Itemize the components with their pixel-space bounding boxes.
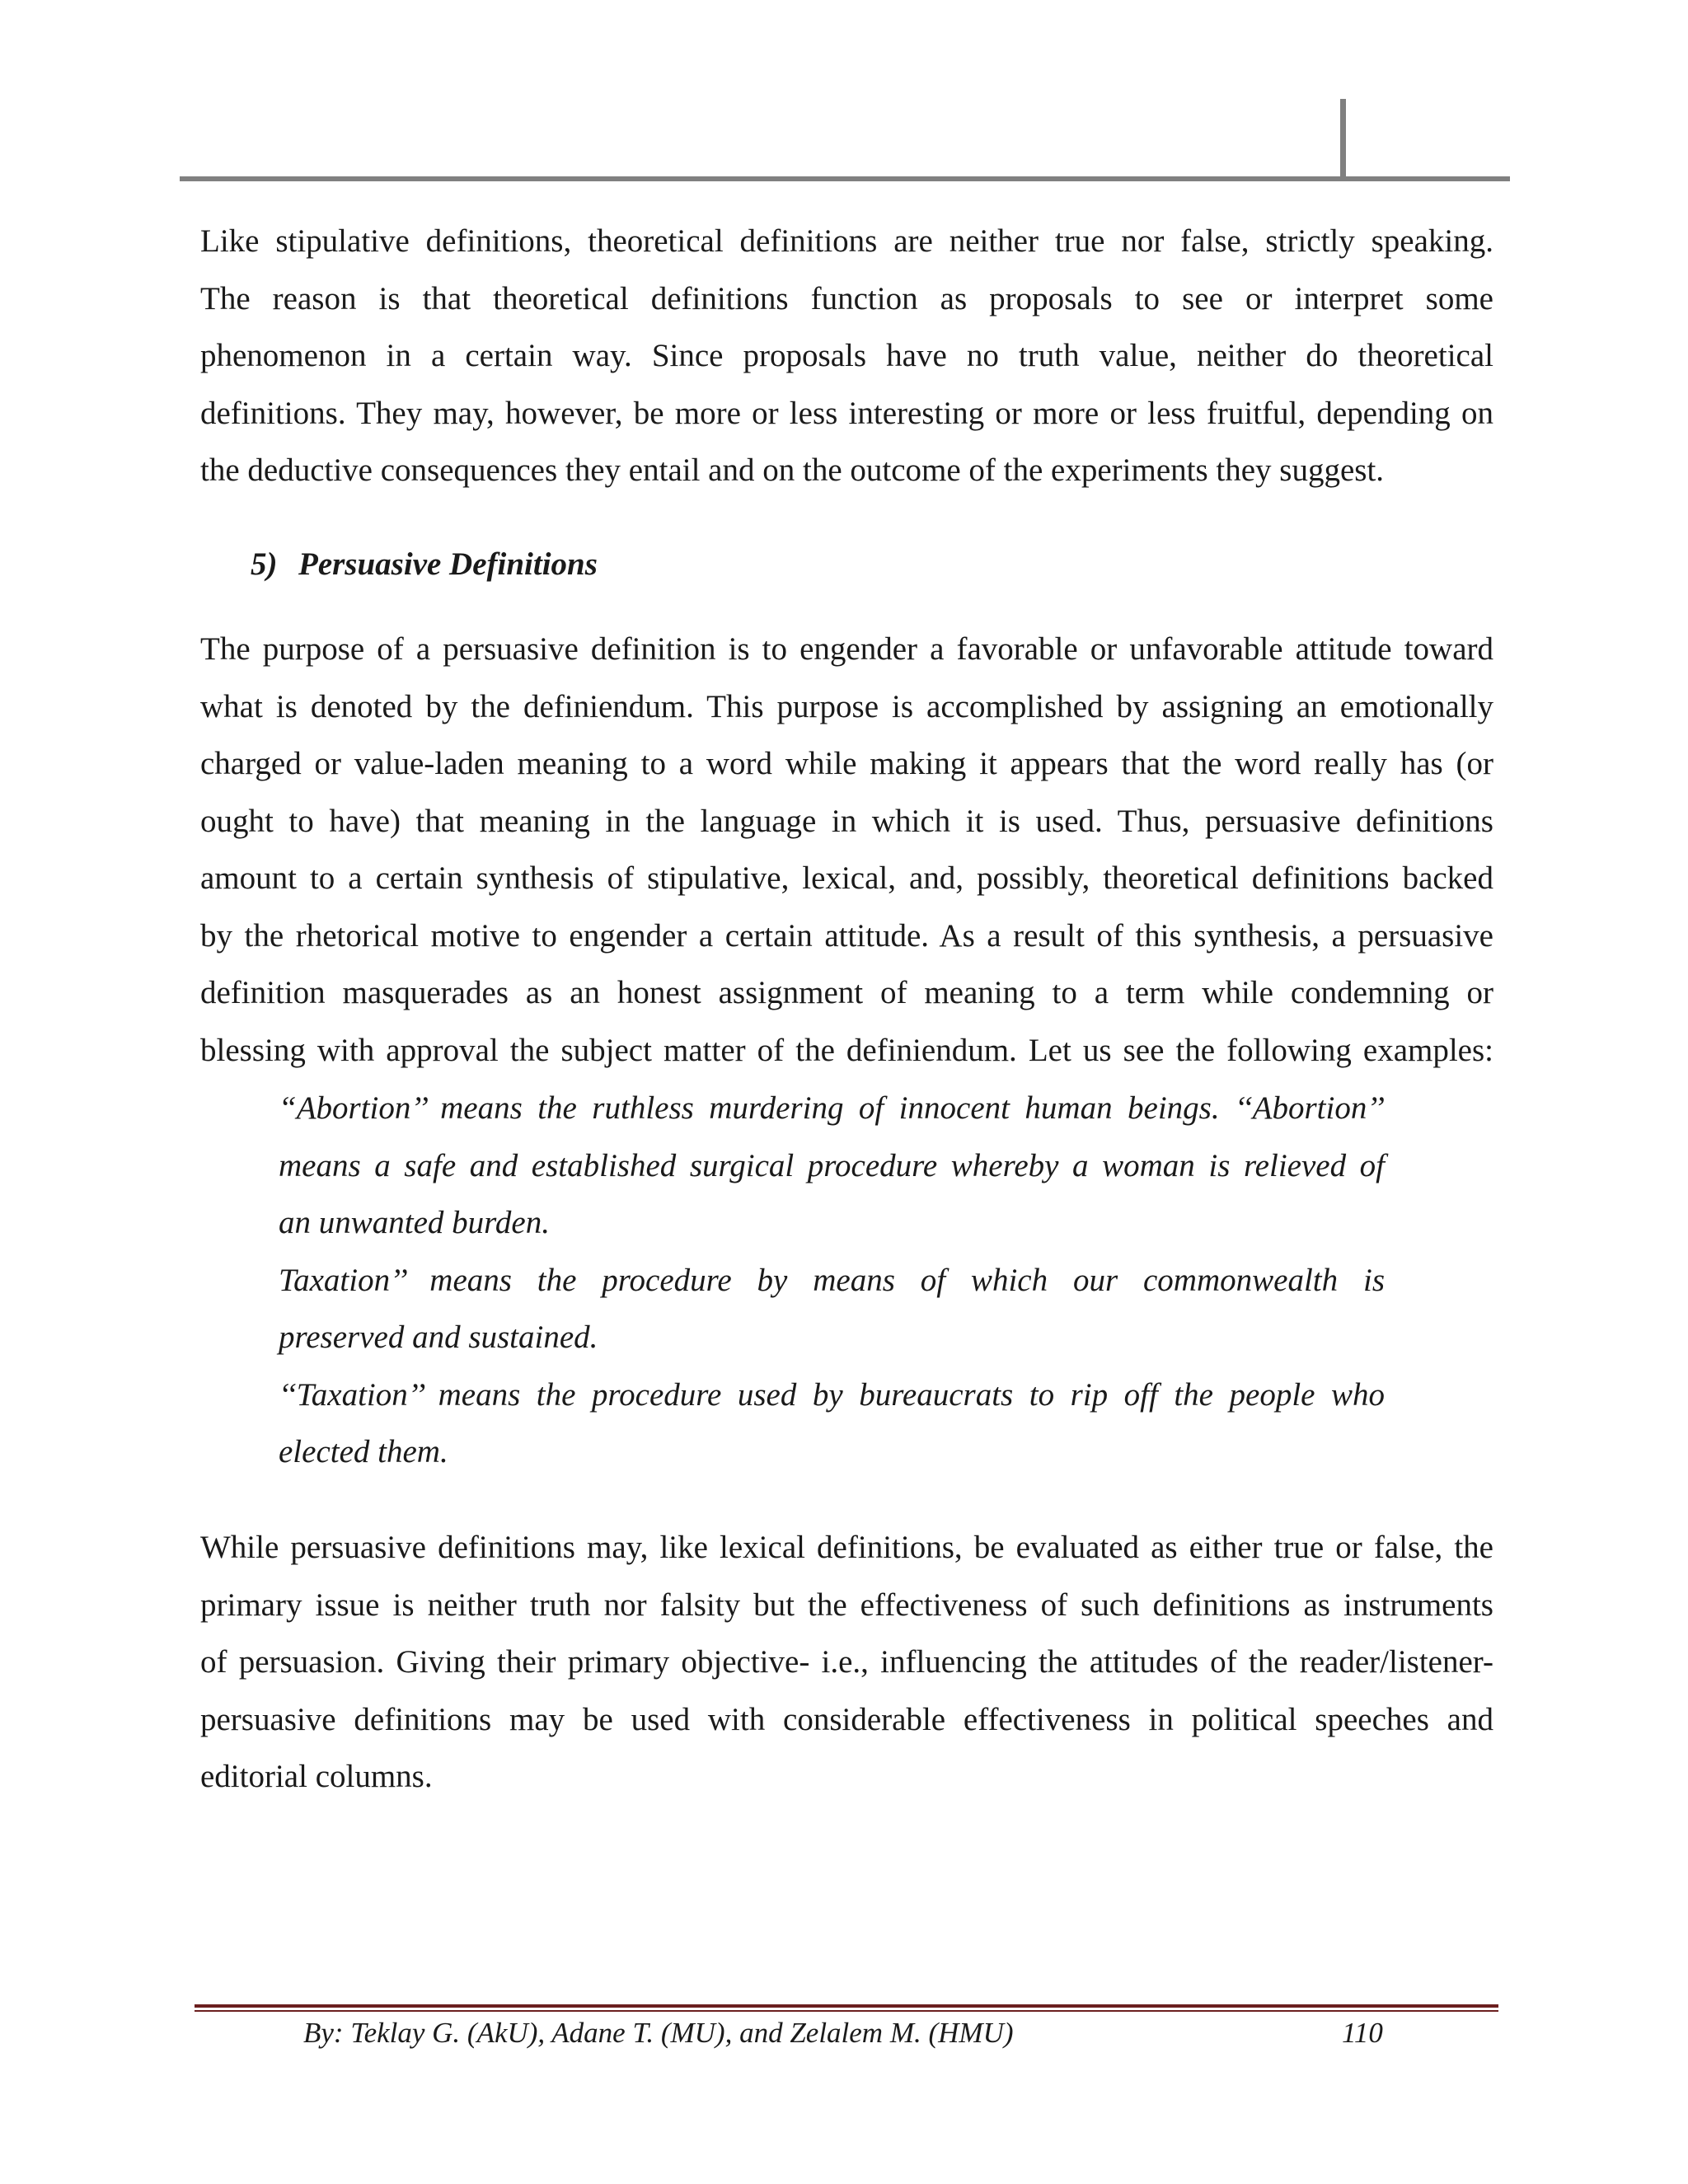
- paragraph-line: The purpose of a persuasive definition is to engender a favorable or unfavorable attitude toward: [200, 631, 1493, 667]
- paragraph-line: charged or value-laden meaning to a word while making it appears that the word really has (or: [200, 746, 1493, 781]
- paragraph-persuasive-definitions: [200, 621, 1493, 1079]
- paragraph-evaluation: [200, 1519, 1493, 1806]
- page-number: 110: [1342, 2017, 1383, 2049]
- paragraph-line: ought to have) that meaning in the language in which it is used. Thus, persuasive definitions: [200, 803, 1493, 839]
- section-heading: [251, 546, 598, 583]
- paragraph-line: Like stipulative definitions, theoretical definitions are neither true nor false, strictly speaking.: [200, 223, 1493, 259]
- paragraph-line: of persuasion. Giving their primary objective- i.e., influencing the attitudes of the reader/listener-: [200, 1644, 1493, 1680]
- example-line: an unwanted burden.: [279, 1205, 550, 1240]
- paragraph-line: definitions. They may, however, be more or less interesting or more or less fruitful, depending on: [200, 395, 1493, 431]
- heading-number: 5): [251, 546, 278, 582]
- example-line: means a safe and established surgical procedure whereby a woman is relieved of: [279, 1147, 1385, 1183]
- paragraph-line: the deductive consequences they entail and on the outcome of the experiments they suggest.: [200, 452, 1385, 488]
- footer-authors: By: Teklay G. (AkU), Adane T. (MU), and Zelalem M. (HMU): [303, 2017, 1014, 2049]
- paragraph-line: While persuasive definitions may, like lexical definitions, be evaluated as either true or false, the: [200, 1530, 1493, 1565]
- example-line: elected them.: [279, 1434, 448, 1469]
- examples-block: [279, 1080, 1385, 1481]
- example-line: ‘‘Taxation’’ means the procedure used by bureaucrats to rip off the people who: [279, 1376, 1385, 1413]
- paragraph-line: phenomenon in a certain way. Since proposals have no truth value, neither do theoretical: [200, 338, 1493, 373]
- paragraph-line: what is denoted by the definiendum. This purpose is accomplished by assigning an emotionally: [200, 688, 1493, 724]
- example-line: “Abortion’’ means the ruthless murdering of innocent human beings. ‘‘Abortion’’: [279, 1090, 1385, 1126]
- paragraph-line: editorial columns.: [200, 1759, 433, 1794]
- paragraph-line: blessing with approval the subject matter of the definiendum. Let us see the following examples:: [200, 1032, 1493, 1068]
- example-line: Taxation’’ means the procedure by means of which our commonwealth is: [279, 1262, 1385, 1298]
- header-tick: [1340, 99, 1346, 181]
- header-rule: [180, 176, 1510, 181]
- paragraph-line: primary issue is neither truth nor falsity but the effectiveness of such definitions as instruments: [200, 1586, 1493, 1623]
- paragraph-line: amount to a certain synthesis of stipulative, lexical, and, possibly, theoretical definitions backed: [200, 860, 1493, 896]
- footer-rule-thin: [195, 2010, 1498, 2012]
- paragraph-line: persuasive definitions may be used with considerable effectiveness in political speeches and: [200, 1701, 1493, 1737]
- heading-title: Persuasive Definitions: [298, 546, 598, 582]
- paragraph-line: definition masquerades as an honest assignment of meaning to a term while condemning or: [200, 975, 1493, 1010]
- paragraph-theoretical-definitions: [200, 213, 1493, 499]
- footer-rule: [195, 2004, 1498, 2008]
- paragraph-line: by the rhetorical motive to engender a certain attitude. As a result of this synthesis, a persuasive: [200, 917, 1493, 954]
- paragraph-line: The reason is that theoretical definitions function as proposals to see or interpret some: [200, 280, 1493, 316]
- example-line: preserved and sustained.: [279, 1319, 598, 1355]
